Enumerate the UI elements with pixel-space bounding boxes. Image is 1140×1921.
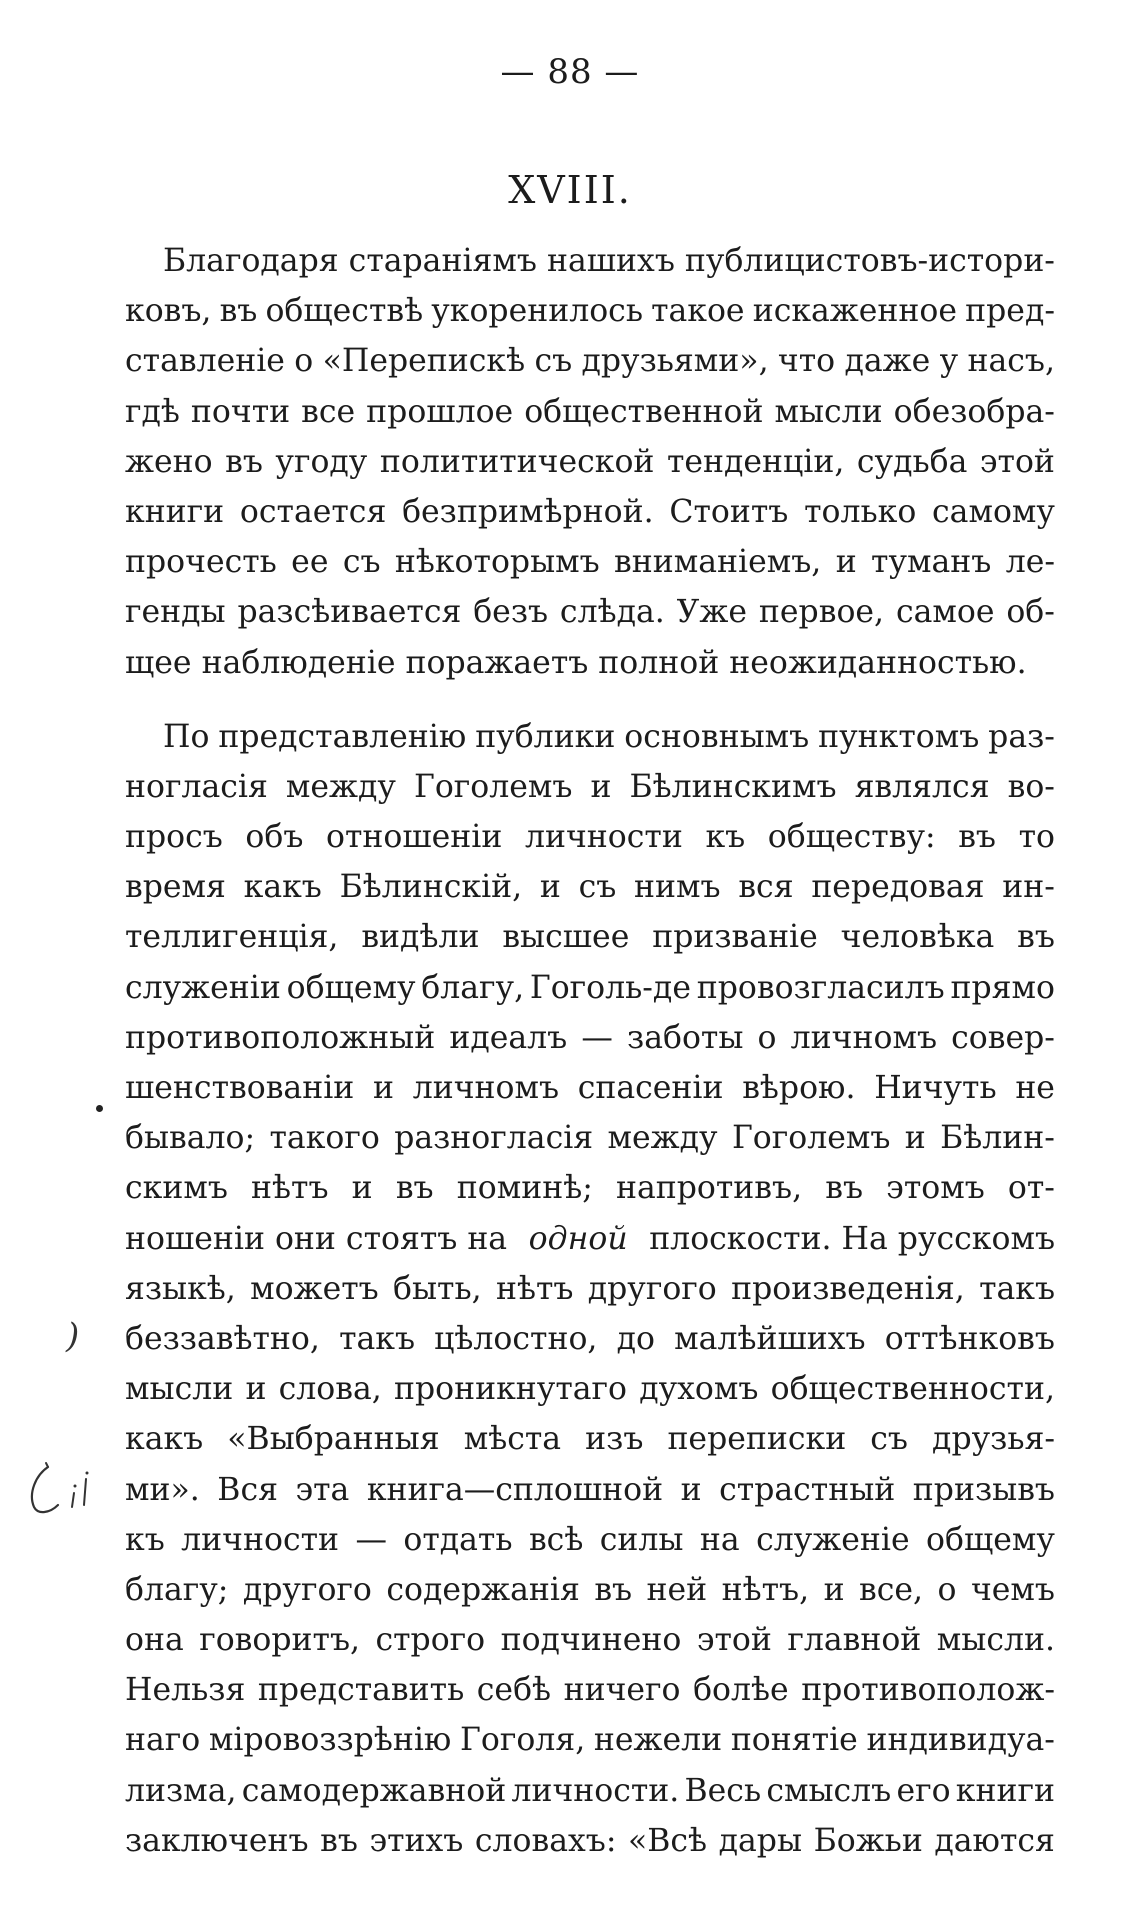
- text-line: бывало; такого разногласія между Гоголемъ и Бѣлин-: [125, 1120, 1055, 1157]
- text-line: къ личности — отдать всѣ силы на служеніе общему: [125, 1521, 1055, 1558]
- text-line: время какъ Бѣлинскій, и съ нимъ вся передовая ин-: [125, 869, 1055, 906]
- text-line: генды разсѣивается безъ слѣда. Уже первое, самое об-: [125, 594, 1055, 631]
- margin-paren-mark: ): [66, 1316, 80, 1356]
- text-line: мысли и слова, проникнутаго духомъ общественности,: [125, 1371, 1055, 1408]
- page-number: — 88 —: [500, 52, 640, 92]
- text-line: заключенъ въ этихъ словахъ: «Всѣ дары Божьи даются: [125, 1822, 1055, 1859]
- text-line: лизма, самодержавной личности. Весь смыслъ его книги: [125, 1772, 1055, 1809]
- text-line: просъ объ отношеніи личности къ обществу: въ то: [125, 819, 1055, 856]
- text-line: ногласія между Гоголемъ и Бѣлинскимъ являлся во-: [125, 768, 1055, 805]
- text-line: Нельзя представить себѣ ничего болѣе противополож-: [125, 1672, 1055, 1709]
- margin-scribble-mark: [18, 1455, 108, 1525]
- text-line: жено въ угоду полититической тенденціи, судьба этой: [125, 443, 1055, 480]
- text-line: По представленію публики основнымъ пунктомъ раз-: [163, 718, 1055, 755]
- chapter-heading: XVIII.: [508, 168, 632, 212]
- text-line: ковъ, въ обществѣ укоренилось такое искаженное пред-: [125, 293, 1055, 330]
- text-line: теллигенція, видѣли высшее призваніе человѣка въ: [125, 919, 1055, 956]
- text-line: противоположный идеалъ — заботы о личномъ совер-: [125, 1019, 1055, 1056]
- text-segment: плоскости. На русскомъ: [649, 1220, 1055, 1257]
- emphasized-word: одной: [528, 1220, 628, 1257]
- text-line: ми». Вся эта книга—сплошной и страстный призывъ: [125, 1471, 1055, 1508]
- margin-dot-mark: [96, 1105, 103, 1112]
- text-line: гдѣ почти все прошлое общественной мысли обезобра-: [125, 393, 1055, 430]
- body-text: [125, 236, 1055, 1866]
- text-segment: ношеніи они стоятъ на: [125, 1220, 508, 1257]
- text-line: скимъ нѣтъ и въ поминѣ; напротивъ, въ этомъ от-: [125, 1170, 1055, 1207]
- text-line: прочесть ее съ нѣкоторымъ вниманіемъ, и туманъ ле-: [125, 544, 1055, 581]
- text-line: какъ «Выбранныя мѣста изъ переписки съ друзья-: [125, 1421, 1055, 1458]
- text-line: она говоритъ, строго подчинено этой главной мысли.: [125, 1622, 1055, 1659]
- text-line: книги остается безпримѣрной. Стоитъ только самому: [125, 493, 1055, 530]
- text-line: благу; другого содержанія въ ней нѣтъ, и все, о чемъ: [125, 1571, 1055, 1608]
- text-line: служеніи общему благу, Гоголь-де провозгласилъ прямо: [125, 969, 1055, 1006]
- text-line: наго міровоззрѣнію Гоголя, нежели понятіе индивидуа-: [125, 1722, 1055, 1759]
- text-line-with-emphasis: [125, 1214, 1055, 1264]
- text-line: Благодаря стараніямъ нашихъ публицистовъ-истори-: [163, 243, 1055, 279]
- text-line: шенствованіи и личномъ спасеніи вѣрою. Ничуть не: [125, 1070, 1055, 1106]
- text-line: языкѣ, можетъ быть, нѣтъ другого произведенія, такъ: [125, 1270, 1055, 1307]
- text-line: ставленіе о «Перепискѣ съ друзьями», что даже у насъ,: [125, 343, 1055, 380]
- text-line: щее наблюденіе поражаетъ полной неожиданностью.: [125, 644, 1027, 681]
- text-line: беззавѣтно, такъ цѣлостно, до малѣйшихъ оттѣнковъ: [125, 1320, 1055, 1357]
